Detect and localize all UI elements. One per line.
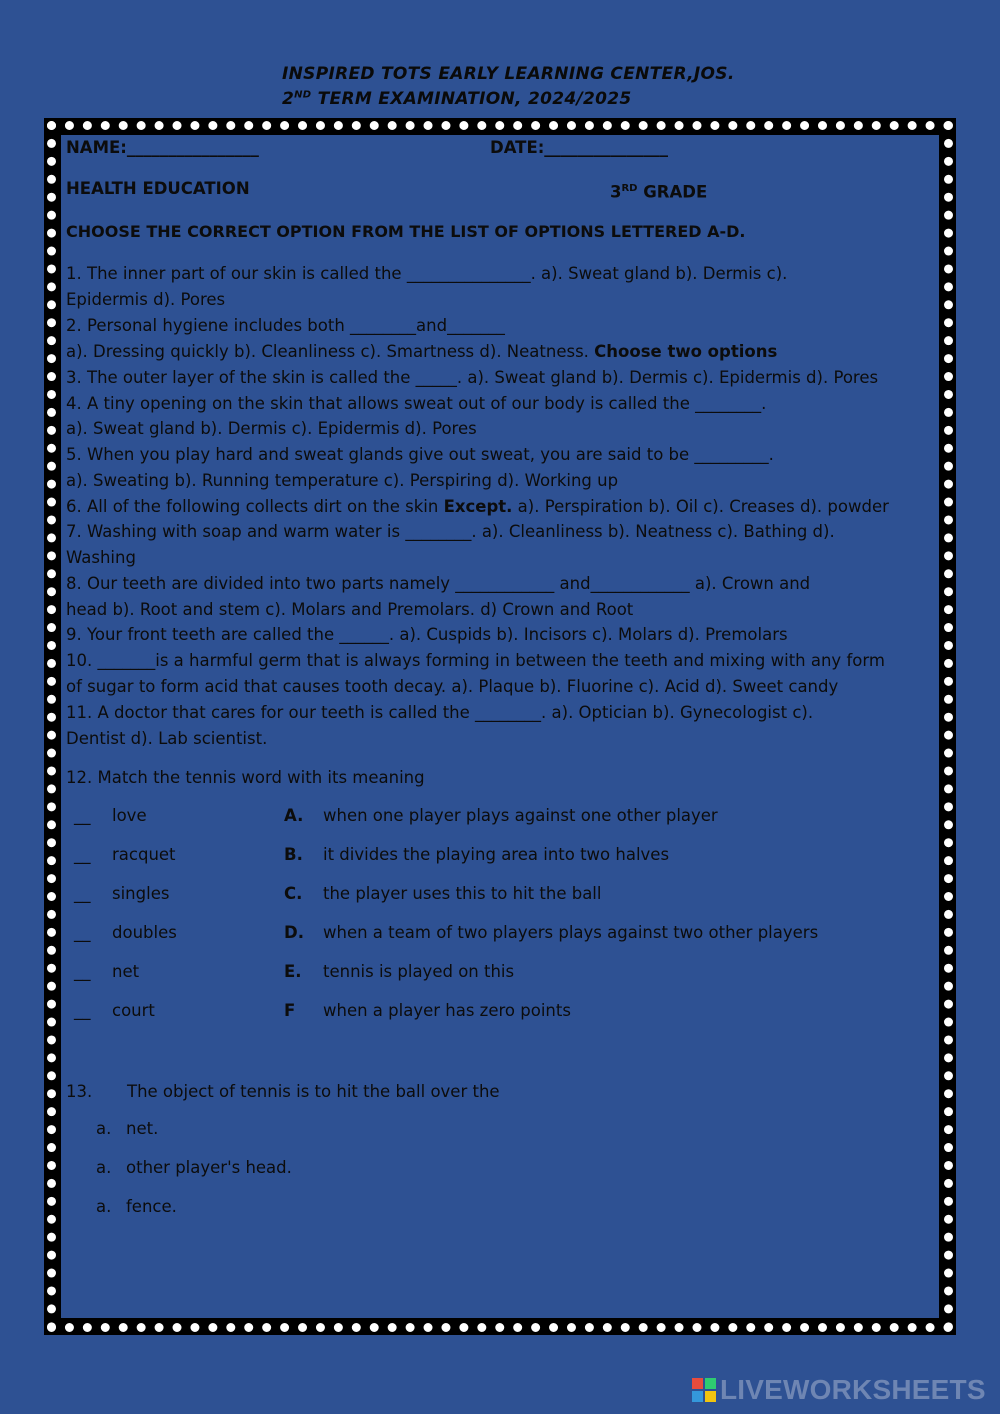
- option-text[interactable]: other player's head.: [126, 1158, 292, 1177]
- option-text[interactable]: net.: [126, 1119, 159, 1138]
- logo-tile: [705, 1378, 716, 1389]
- question-13-text: The object of tennis is to hit the ball over the: [127, 1082, 500, 1101]
- exam-title: [282, 89, 632, 109]
- match-blank[interactable]: __: [74, 923, 91, 942]
- question-9: 9. Your front teeth are called the ______. a). Cuspids b). Incisors c). Molars d). Premolars: [66, 625, 788, 644]
- option-text[interactable]: fence.: [126, 1197, 177, 1216]
- match-word: doubles: [112, 923, 177, 942]
- name-field[interactable]: NAME:________________: [66, 138, 259, 157]
- question-4-options: a). Sweat gland b). Dermis c). Epidermis d). Pores: [66, 419, 477, 438]
- match-letter: B.: [284, 845, 303, 864]
- question-8: 8. Our teeth are divided into two parts namely ____________ and____________ a). Crown and: [66, 574, 811, 593]
- match-letter: A.: [284, 806, 304, 825]
- match-letter: C.: [284, 884, 303, 903]
- logo-tile: [692, 1378, 703, 1389]
- question-6: 6. All of the following collects dirt on the skin Except. a). Perspiration b). Oil c). Creases d). powder: [66, 497, 889, 516]
- instruction: CHOOSE THE CORRECT OPTION FROM THE LIST OF OPTIONS LETTERED A-D.: [66, 222, 746, 241]
- match-meaning: when a team of two players plays against two other players: [323, 923, 819, 942]
- question-1: 1. The inner part of our skin is called the _______________. a). Sweat gland b). Dermis c).: [66, 264, 788, 283]
- match-word: net: [112, 962, 140, 981]
- question-8-cont: head b). Root and stem c). Molars and Premolars. d) Crown and Root: [66, 600, 634, 619]
- question-7: 7. Washing with soap and warm water is ________. a). Cleanliness b). Neatness c). Bathing d).: [66, 522, 835, 541]
- question-3: 3. The outer layer of the skin is called the _____. a). Sweat gland b). Dermis c). Epidermis d). Pores: [66, 368, 879, 387]
- question-11-cont: Dentist d). Lab scientist.: [66, 729, 268, 748]
- date-field[interactable]: DATE:_______________: [490, 138, 669, 157]
- question-12-title: 12. Match the tennis word with its meaning: [66, 768, 425, 787]
- term-ordinal: 2: [282, 89, 295, 109]
- term-suffix: ND: [294, 89, 312, 101]
- question-10-cont: of sugar to form acid that causes tooth decay. a). Plaque b). Fluorine c). Acid d). Sweet candy: [66, 677, 839, 696]
- subject-label: HEALTH EDUCATION: [66, 179, 250, 198]
- match-letter: E.: [284, 962, 302, 981]
- match-word: court: [112, 1001, 155, 1020]
- choose-two-note: Choose two options: [594, 342, 778, 361]
- liveworksheets-logo: [692, 1375, 986, 1405]
- match-meaning: tennis is played on this: [323, 962, 515, 981]
- question-4: 4. A tiny opening on the skin that allows sweat out of our body is called the ________.: [66, 394, 767, 413]
- match-meaning: the player uses this to hit the ball: [323, 884, 602, 903]
- logo-text: LIVEWORKSHEETS: [720, 1374, 986, 1405]
- question-2: 2. Personal hygiene includes both ________and_______: [66, 316, 505, 335]
- match-word: love: [112, 806, 147, 825]
- question-5: 5. When you play hard and sweat glands give out sweat, you are said to be _________.: [66, 445, 774, 464]
- term-rest: TERM EXAMINATION, 2024/2025: [311, 89, 632, 109]
- question-13-number: 13.: [66, 1082, 93, 1101]
- option-label: a.: [96, 1197, 112, 1216]
- question-5-options: a). Sweating b). Running temperature c). Perspiring d). Working up: [66, 471, 619, 490]
- logo-tile: [692, 1391, 703, 1402]
- match-blank[interactable]: __: [74, 845, 91, 864]
- logo-tile: [705, 1391, 716, 1402]
- match-letter: D.: [284, 923, 304, 942]
- match-blank[interactable]: __: [74, 962, 91, 981]
- match-meaning: when one player plays against one other player: [323, 806, 718, 825]
- question-11: 11. A doctor that cares for our teeth is called the ________. a). Optician b). Gynecologist c).: [66, 703, 814, 722]
- option-label: a.: [96, 1119, 112, 1138]
- question-1-cont: Epidermis d). Pores: [66, 290, 226, 309]
- except-word: Except.: [443, 497, 513, 516]
- question-7-cont: Washing: [66, 548, 136, 567]
- option-label: a.: [96, 1158, 112, 1177]
- question-10: 10. _______is a harmful germ that is always forming in between the teeth and mixing with any form: [66, 651, 885, 670]
- match-word: singles: [112, 884, 170, 903]
- match-word: racquet: [112, 845, 176, 864]
- match-blank[interactable]: __: [74, 806, 91, 825]
- match-letter: F: [284, 1001, 296, 1020]
- question-2-options: a). Dressing quickly b). Cleanliness c). Smartness d). Neatness. Choose two options: [66, 342, 778, 361]
- logo-icon: [692, 1378, 716, 1402]
- match-blank[interactable]: __: [74, 884, 91, 903]
- match-blank[interactable]: __: [74, 1001, 91, 1020]
- match-meaning: it divides the playing area into two halves: [323, 845, 670, 864]
- school-name: INSPIRED TOTS EARLY LEARNING CENTER,JOS.: [282, 64, 735, 84]
- match-meaning: when a player has zero points: [323, 1001, 571, 1020]
- grade-label: 3RD GRADE: [610, 182, 708, 202]
